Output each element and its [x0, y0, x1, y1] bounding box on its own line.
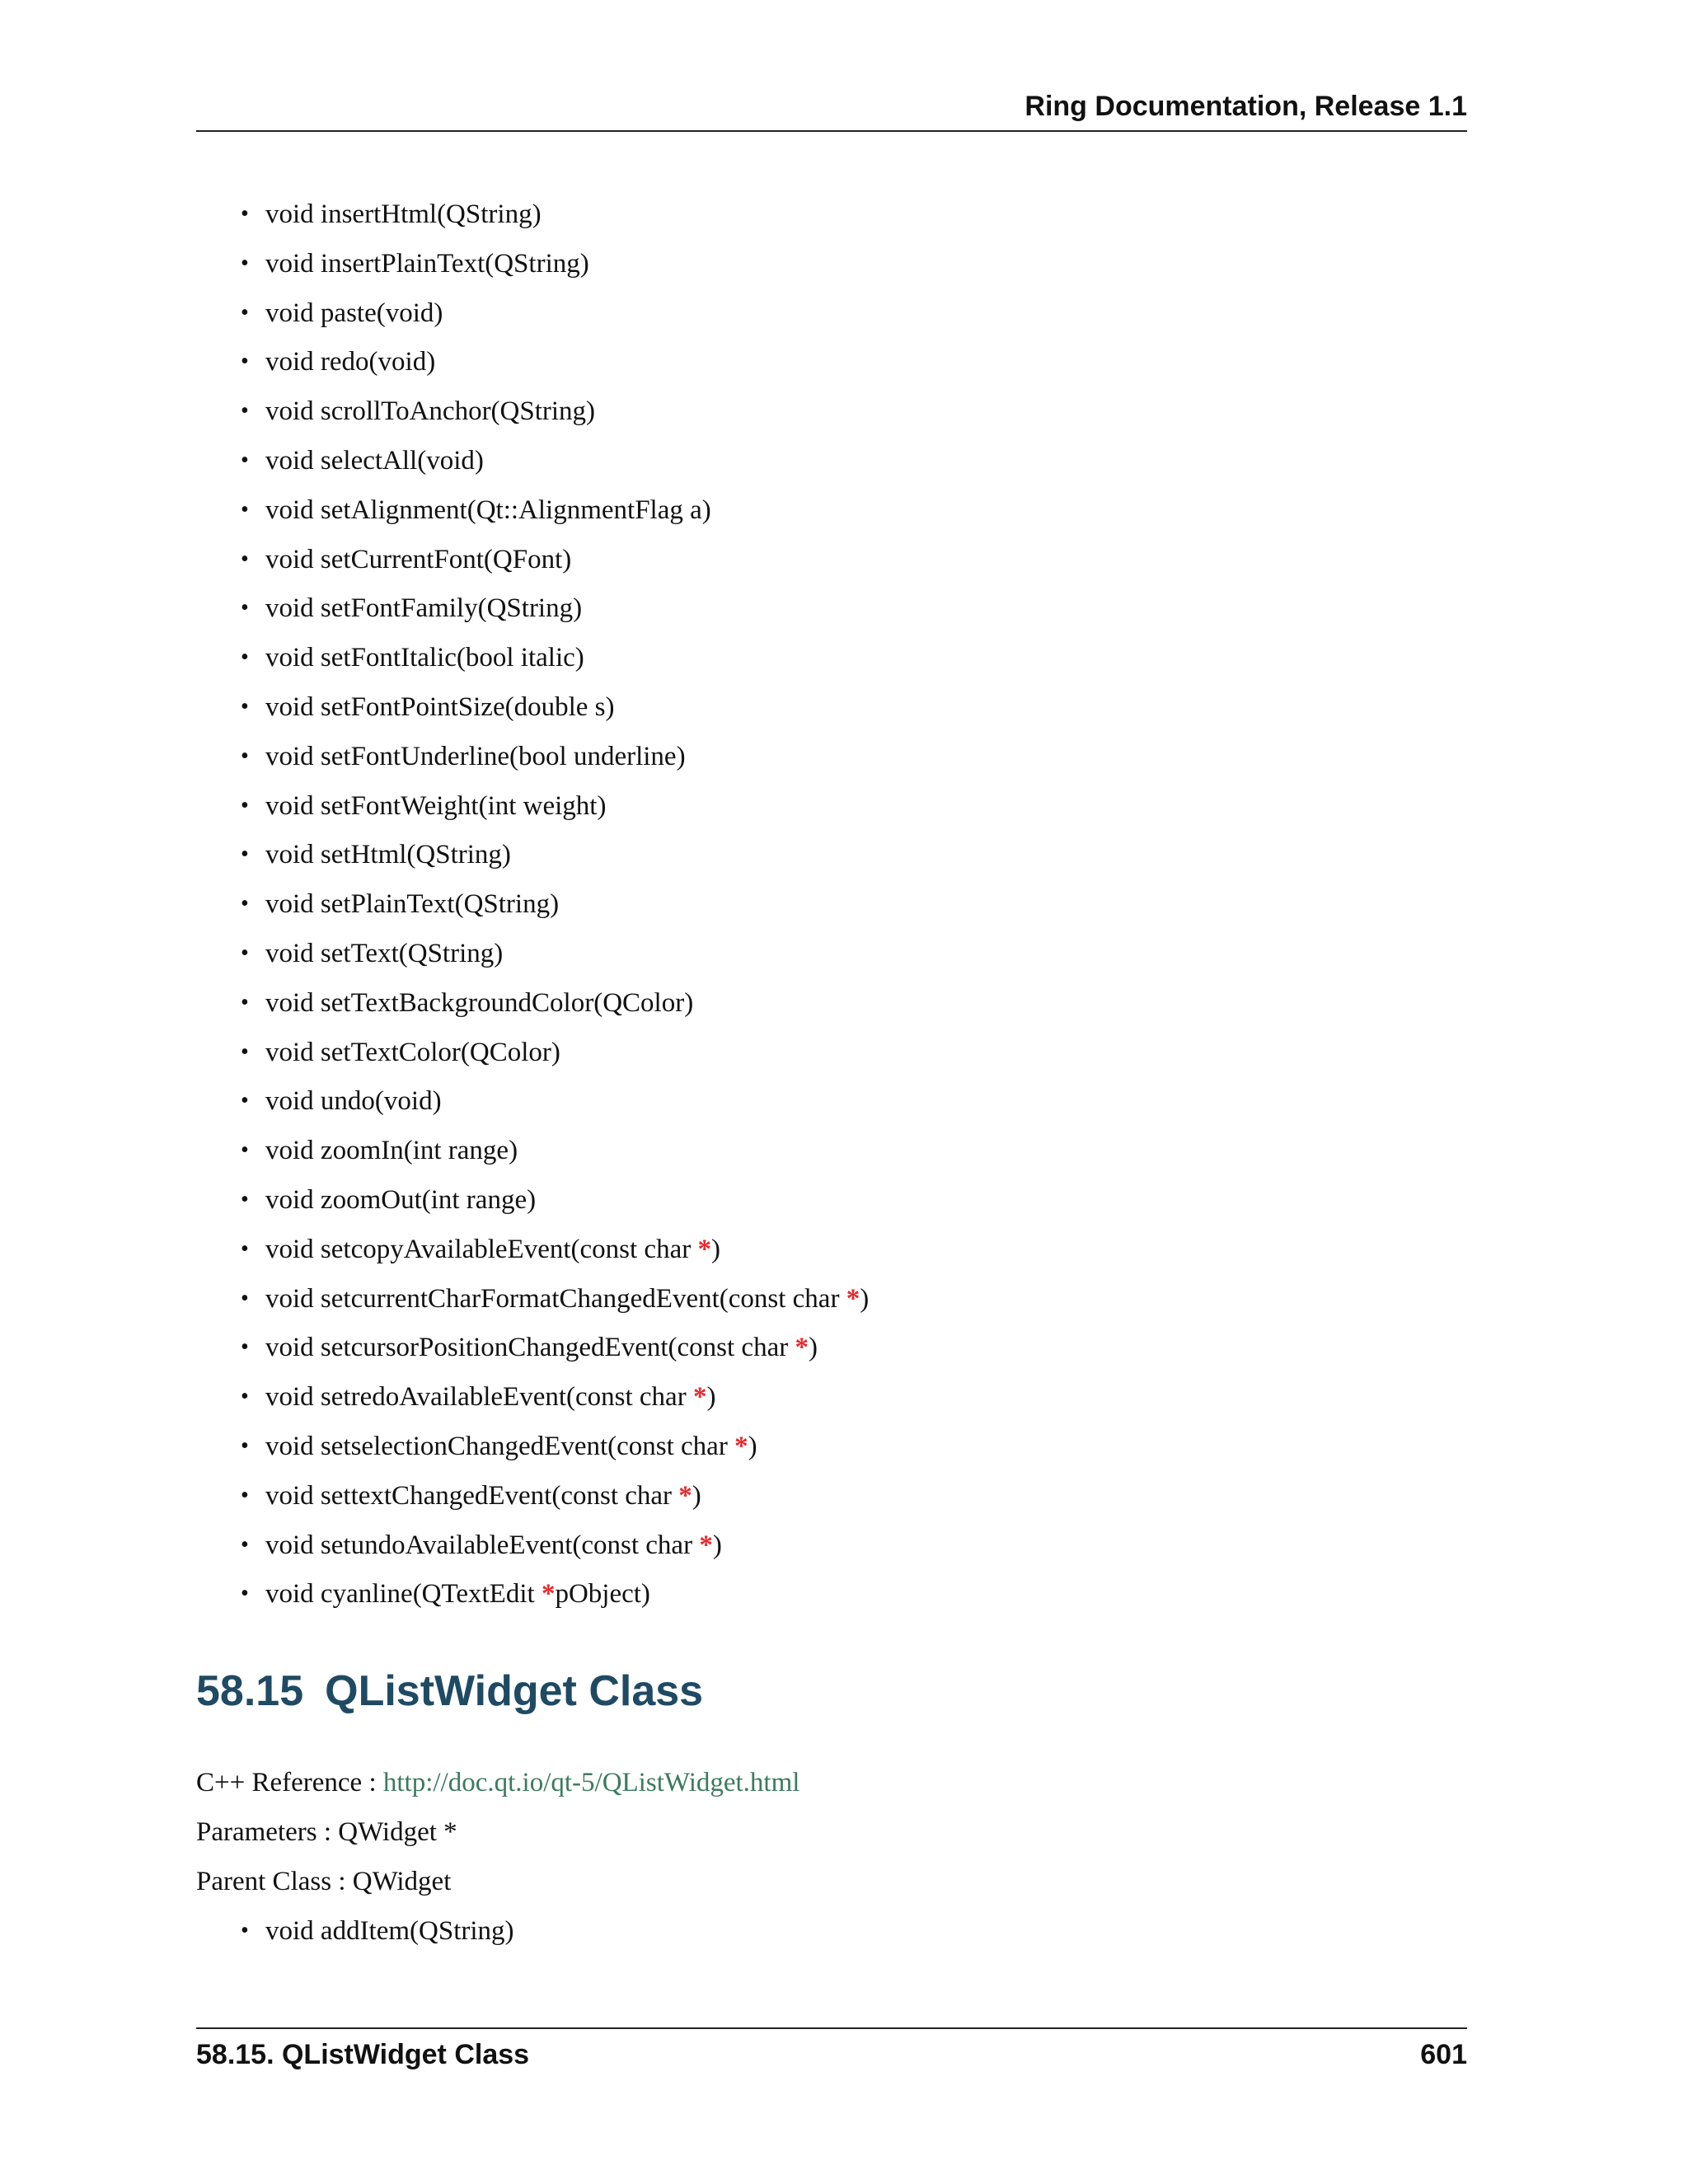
bullet-icon: •: [241, 644, 249, 671]
bullet-icon: •: [241, 299, 249, 326]
list-item: [196, 691, 1467, 740]
list-item: [196, 592, 1467, 641]
method-signature: void addItem(QString): [265, 1916, 514, 1946]
method-signature-start: void setcopyAvailableEvent(const char: [265, 1234, 698, 1264]
pointer-asterisk: *: [734, 1431, 748, 1461]
parent-class-line: Parent Class : QWidget: [196, 1867, 452, 1896]
list-item: [196, 297, 1467, 346]
list-item: [196, 1036, 1467, 1085]
method-signature: void zoomOut(int range): [265, 1184, 537, 1215]
pointer-asterisk: *: [692, 1382, 707, 1413]
section-heading: [196, 1666, 703, 1716]
list-item: [196, 1479, 1467, 1529]
bullet-icon: •: [241, 349, 249, 375]
bullet-icon: •: [241, 891, 249, 917]
method-signature: void redo(void): [265, 347, 436, 377]
method-signature-end: ): [706, 1382, 716, 1413]
pointer-asterisk: *: [678, 1480, 692, 1511]
method-signature: void setPlainText(QString): [265, 889, 560, 920]
pointer-asterisk: *: [846, 1283, 860, 1314]
list-item: [196, 1134, 1467, 1183]
method-signature: void setFontUnderline(bool underline): [265, 741, 686, 771]
list-item: [196, 1529, 1467, 1578]
list-item: [196, 1430, 1467, 1479]
method-signature: void paste(void): [265, 298, 443, 328]
method-signature: void insertHtml(QString): [265, 199, 542, 229]
list-item: [196, 494, 1467, 543]
bullet-icon: •: [241, 1581, 249, 1607]
pointer-asterisk: *: [541, 1579, 556, 1610]
bullet-icon: •: [241, 1137, 249, 1164]
list-item: [196, 247, 1467, 297]
method-signature: void setFontItalic(bool italic): [265, 643, 584, 673]
footer-section-label: 58.15. QListWidget Class: [196, 2039, 530, 2070]
list-item: [196, 444, 1467, 494]
bullet-icon: •: [241, 1334, 249, 1361]
bullet-icon: •: [241, 398, 249, 424]
method-signature: void setCurrentFont(QFont): [265, 544, 572, 574]
method-signature: void scrollToAnchor(QString): [265, 396, 596, 427]
list-item: [196, 1233, 1467, 1282]
list-item: [196, 838, 1467, 888]
list-item: [196, 1380, 1467, 1430]
method-signature: void setText(QString): [265, 938, 504, 968]
parameters-line: Parameters : QWidget *: [196, 1817, 457, 1847]
bullet-icon: •: [241, 1235, 249, 1262]
list-item: [196, 790, 1467, 839]
method-signature-start: void setredoAvailableEvent(const char: [265, 1382, 693, 1413]
pointer-asterisk: *: [699, 1530, 713, 1560]
method-signature-end: ): [808, 1333, 818, 1363]
bullet-icon: •: [241, 447, 249, 473]
list-item: [196, 888, 1467, 937]
bullet-icon: •: [241, 546, 249, 572]
list-item: [196, 1331, 1467, 1380]
method-signature-start: void setcurrentCharFormatChangedEvent(const char: [265, 1283, 846, 1314]
bullet-icon: •: [241, 1531, 249, 1558]
bullet-icon: •: [241, 1285, 249, 1311]
bullet-icon: •: [241, 989, 249, 1015]
list-item: [196, 641, 1467, 691]
method-signature-end: pObject): [555, 1579, 650, 1610]
method-signature-end: ): [860, 1283, 870, 1314]
list-item: [196, 345, 1467, 395]
bullet-icon: •: [241, 743, 249, 769]
list-item: [196, 937, 1467, 987]
method-signature: void setHtml(QString): [265, 840, 511, 870]
pointer-asterisk: *: [795, 1333, 809, 1363]
cpp-reference-link[interactable]: http://doc.qt.io/qt-5/QListWidget.html: [382, 1768, 800, 1797]
document-title: Ring Documentation, Release 1.1: [1025, 91, 1467, 122]
bullet-icon: •: [241, 496, 249, 523]
section-number: 58.15: [196, 1667, 304, 1715]
list-item: [196, 543, 1467, 593]
bullet-icon: •: [241, 841, 249, 868]
method-signature-start: void settextChangedEvent(const char: [265, 1480, 679, 1511]
list-item: [196, 740, 1467, 790]
bullet-icon: •: [241, 1918, 249, 1943]
bullet-icon: •: [241, 595, 249, 621]
method-signature-end: ): [712, 1530, 722, 1560]
list-item: [196, 1085, 1467, 1134]
list-item: [196, 1915, 1467, 1964]
cpp-reference-line: [196, 1766, 799, 1799]
bullet-icon: •: [241, 1384, 249, 1410]
section-title: QListWidget Class: [325, 1667, 704, 1715]
method-signature: void setFontPointSize(double s): [265, 691, 615, 722]
bullet-icon: •: [241, 792, 249, 818]
bullet-icon: •: [241, 1088, 249, 1114]
method-signature-start: void setundoAvailableEvent(const char: [265, 1530, 700, 1560]
bullet-icon: •: [241, 1432, 249, 1459]
qlistwidget-method-list: [196, 1915, 1467, 1964]
bullet-icon: •: [241, 1038, 249, 1065]
list-item: [196, 1183, 1467, 1233]
bullet-icon: •: [241, 1482, 249, 1508]
cpp-reference-label: C++ Reference :: [196, 1768, 383, 1797]
method-signature: void setFontWeight(int weight): [265, 790, 607, 821]
page-number: 601: [1420, 2039, 1467, 2070]
method-signature: void setAlignment(Qt::AlignmentFlag a): [265, 494, 711, 525]
method-signature: void zoomIn(int range): [265, 1136, 518, 1166]
method-signature: void setFontFamily(QString): [265, 593, 583, 624]
method-signature-end: ): [710, 1234, 720, 1264]
bullet-icon: •: [241, 1186, 249, 1212]
page-footer: [196, 2027, 1467, 2079]
bullet-icon: •: [241, 201, 249, 227]
pointer-asterisk: *: [697, 1234, 711, 1264]
method-signature: void setTextBackgroundColor(QColor): [265, 987, 694, 1018]
list-item: [196, 1577, 1467, 1627]
method-signature-start: void setselectionChangedEvent(const char: [265, 1431, 735, 1461]
bullet-icon: •: [241, 693, 249, 719]
method-signature: void setTextColor(QColor): [265, 1037, 560, 1067]
list-item: [196, 1282, 1467, 1332]
method-signature: void selectAll(void): [265, 445, 484, 476]
method-signature-end: ): [748, 1431, 757, 1461]
method-list: [196, 198, 1467, 1627]
method-signature-start: void cyanline(QTextEdit: [265, 1579, 542, 1610]
list-item: [196, 198, 1467, 247]
list-item: [196, 395, 1467, 444]
page-header: [196, 89, 1467, 132]
method-signature: void undo(void): [265, 1086, 442, 1117]
method-signature-end: ): [692, 1480, 701, 1511]
list-item: [196, 987, 1467, 1036]
bullet-icon: •: [241, 250, 249, 276]
bullet-icon: •: [241, 940, 249, 966]
method-signature-start: void setcursorPositionChangedEvent(const char: [265, 1333, 795, 1363]
method-signature: void insertPlainText(QString): [265, 248, 589, 279]
